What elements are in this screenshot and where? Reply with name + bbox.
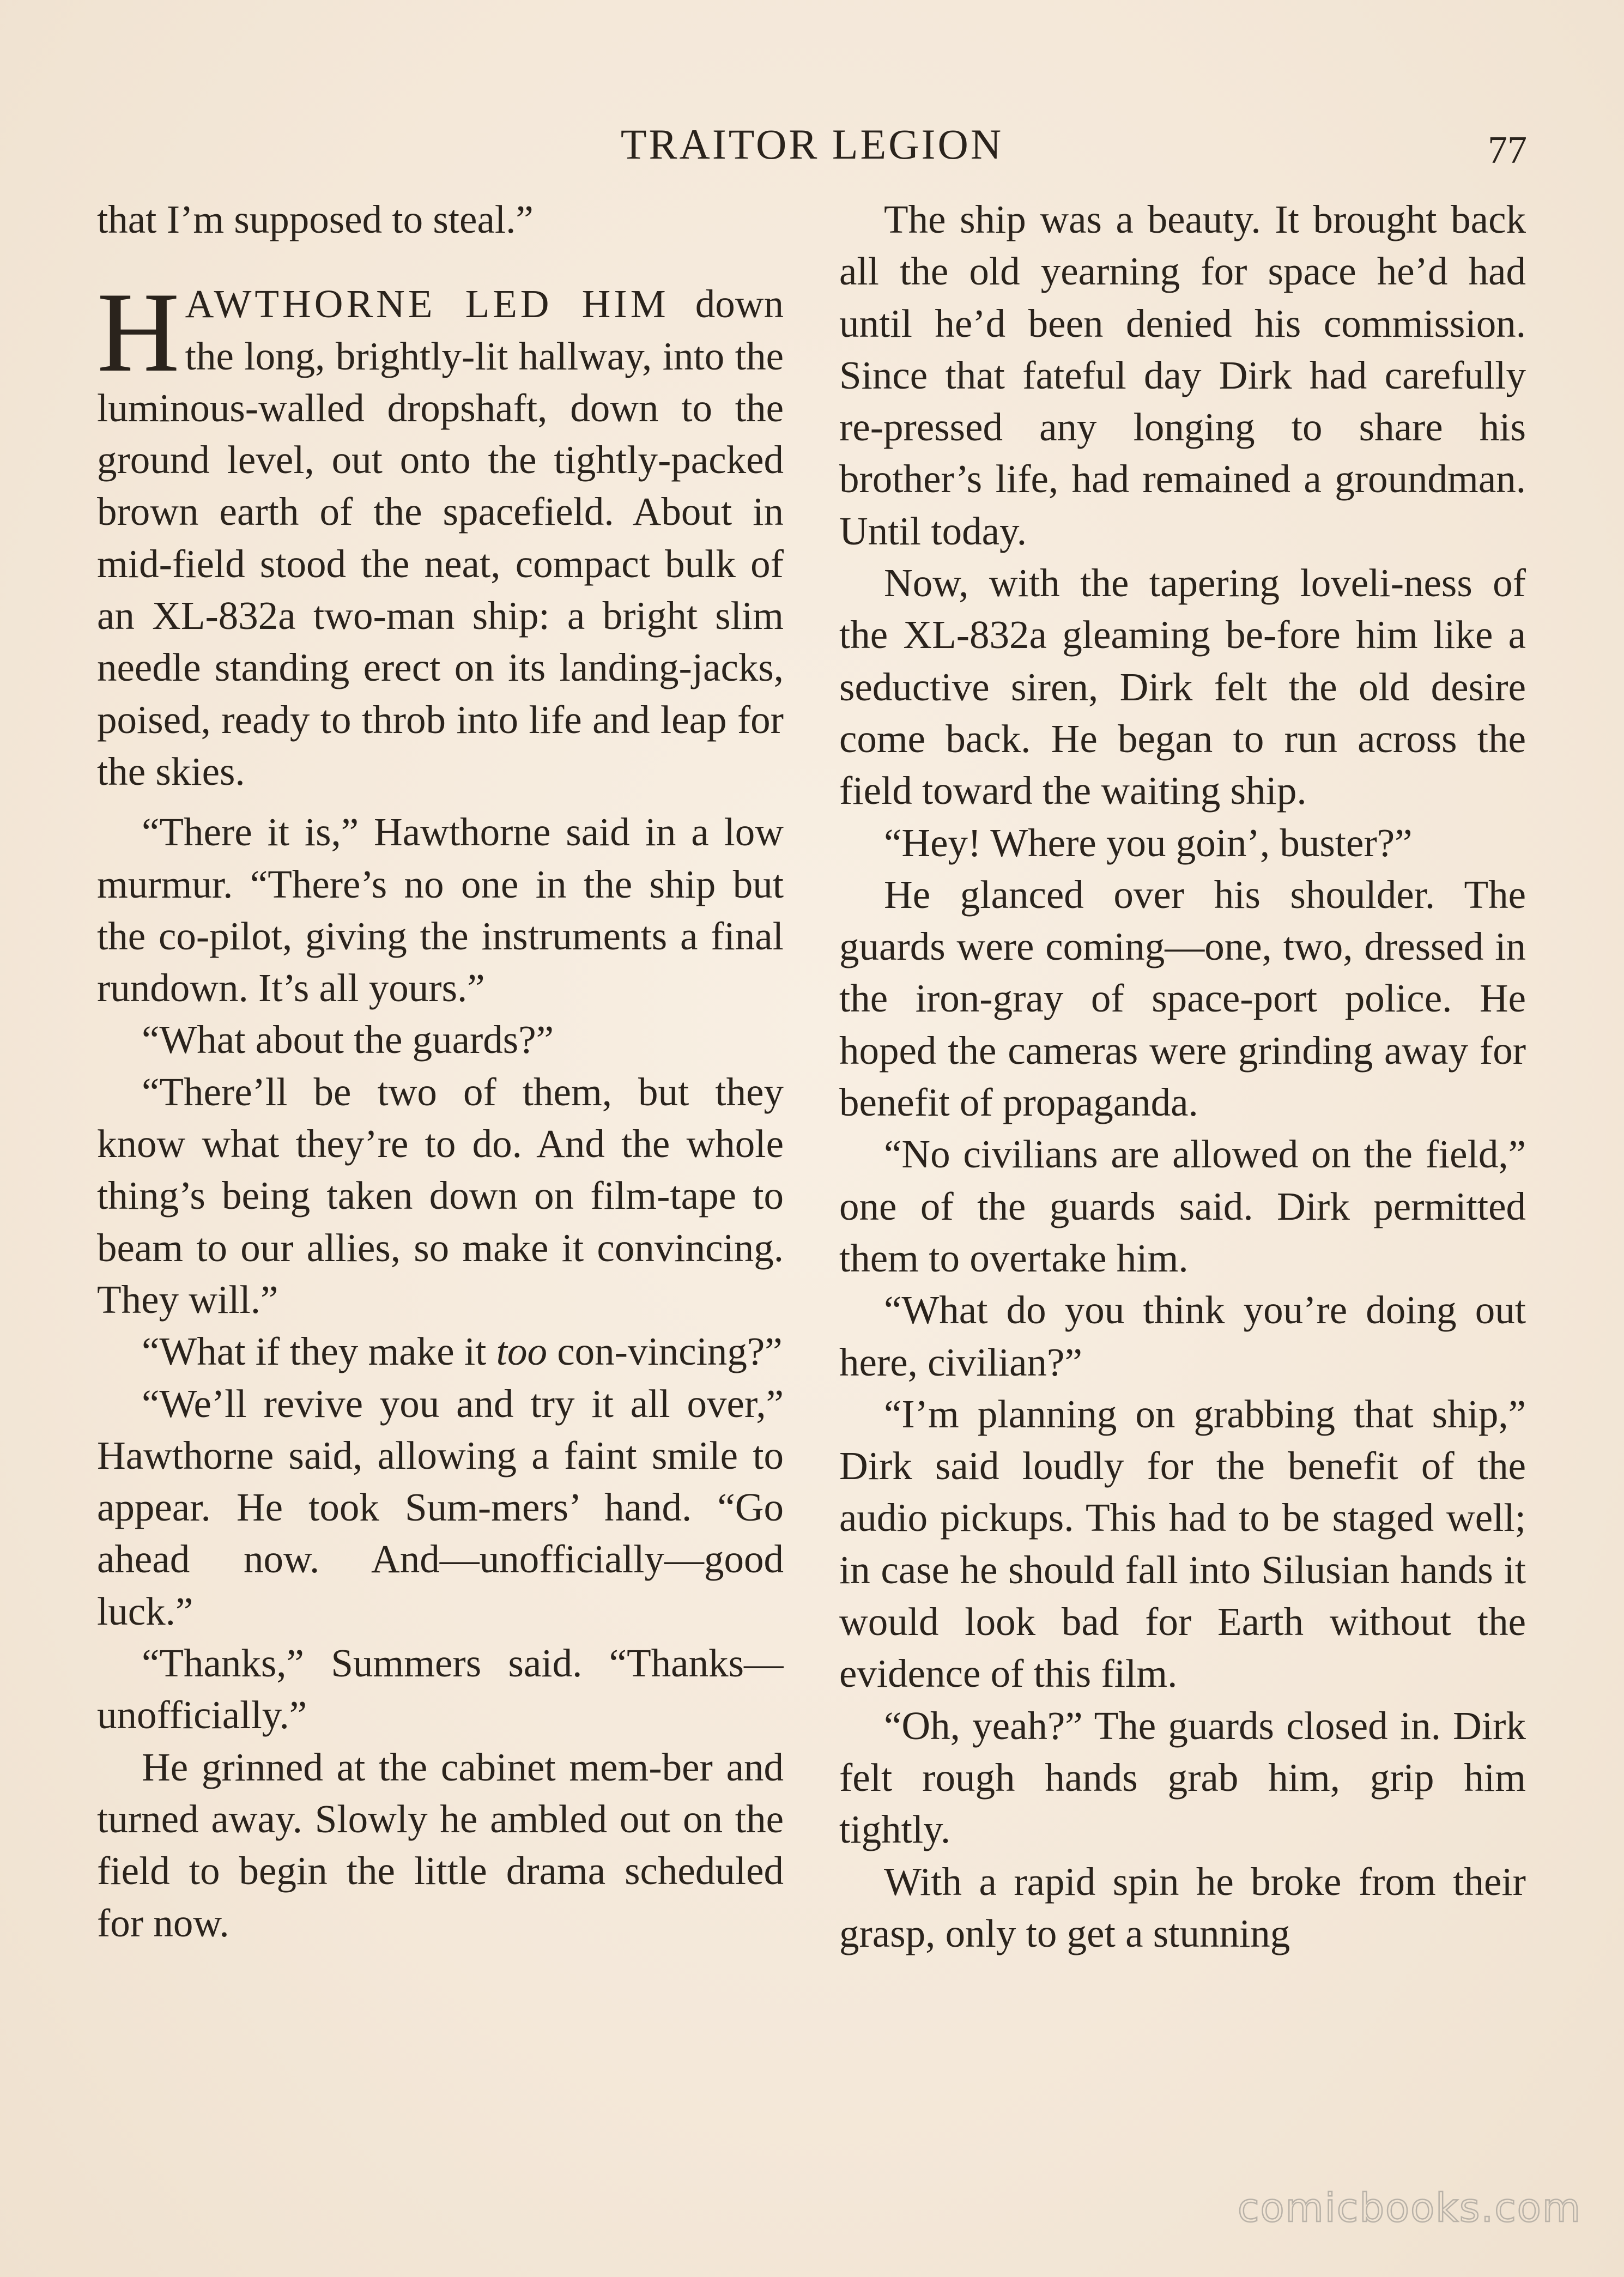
emphasis-too: too [496,1329,547,1374]
right-paragraph-8: “Oh, yeah?” The guards closed in. Dirk felt rough hands grab him, grip him tightly. [839,1703,1526,1852]
left-paragraph-9: He grinned at the cabinet mem-ber and turned away. Slowly he ambled out on the field to begin the little drama scheduled for now. [97,1745,784,1945]
running-title: TRAITOR LEGION [620,120,1004,168]
left-paragraph-4: “What about the guards?” [142,1018,554,1062]
left-paragraph-5: “There’ll be two of them, but they know what they’re to do. And the whole thing’s being taken down on film-tape to beam to our allies, so make it convincing. They will.” [97,1069,784,1322]
right-paragraph-1: The ship was a beauty. It brought back all the old yearning for space he’d had until he’d been denied his commission. Since that fateful day Dirk had carefully re-pressed any longing to share his brother’s life, had remained a groundman. Until today. [839,197,1526,553]
right-paragraph-9: With a rapid spin he broke from their grasp, only to get a stunning [839,1859,1526,1955]
left-column [97,193,784,2166]
left-paragraph-8: “Thanks,” Summers said. “Thanks—unofficially.” [97,1641,784,1737]
drop-cap: H [97,269,180,396]
right-column [839,193,1526,2166]
right-paragraph-5: “No civilians are allowed on the field,” one of the guards said. Dirk permitted them to overtake him. [839,1132,1526,1280]
left-paragraph-7: “We’ll revive you and try it all over,” Hawthorne said, allowing a faint smile to appear. He took Sum-mers’ hand. “Go ahead now. And—unofficially—good luck.” [97,1381,784,1633]
right-paragraph-6: “What do you think you’re doing out here, civilian?” [839,1288,1526,1384]
left-paragraph-2 [97,269,784,797]
right-paragraph-7: “I’m planning on grabbing that ship,” Dirk said loudly for the benefit of the audio pickups. This had to be staged well; in case he should fall into Silusian hands it would look bad for Earth without the evidence of this film. [839,1391,1526,1696]
left-paragraph-1: that I’m supposed to steal.” [97,197,534,241]
left-paragraph-6-end: con-vincing?” [547,1329,783,1374]
page-header [0,117,1624,172]
right-paragraph-3: “Hey! Where you goin’, buster?” [884,820,1413,865]
left-paragraph-6-start: “What if they make it [142,1329,496,1374]
lead-in-caps: AWTHORNE LED HIM [185,282,669,326]
right-paragraph-2: Now, with the tapering loveli-ness of the XL-832a gleaming be-fore him like a seductive siren, Dirk felt the old desire come back. He began to run across the field toward the waiting ship. [839,561,1526,813]
left-paragraph-3: “There it is,” Hawthorne said in a low murmur. “There’s no one in the ship but the co-pilot, giving the instruments a final rundown. It’s all yours.” [97,810,784,1010]
left-paragraph-6 [97,1325,784,1377]
page-number: 77 [1488,128,1527,172]
watermark-logo: comicbooks.com [1237,2185,1581,2231]
right-paragraph-4: He glanced over his shoulder. The guards were coming—one, two, dressed in the iron-gray of space-port police. He hoped the cameras were grinding away for benefit of propaganda. [839,872,1526,1125]
left-paragraph-2-body: down the long, brightly-lit hallway, into the luminous-walled dropshaft, down to the ground level, out onto the tightly-packed brown earth of the spacefield. About in mid-field stood the neat, compact bulk of an XL-832a two-man ship: a bright slim needle standing erect on its landing-jacks, poised, ready to throb into life and leap for the skies. [97,282,784,794]
